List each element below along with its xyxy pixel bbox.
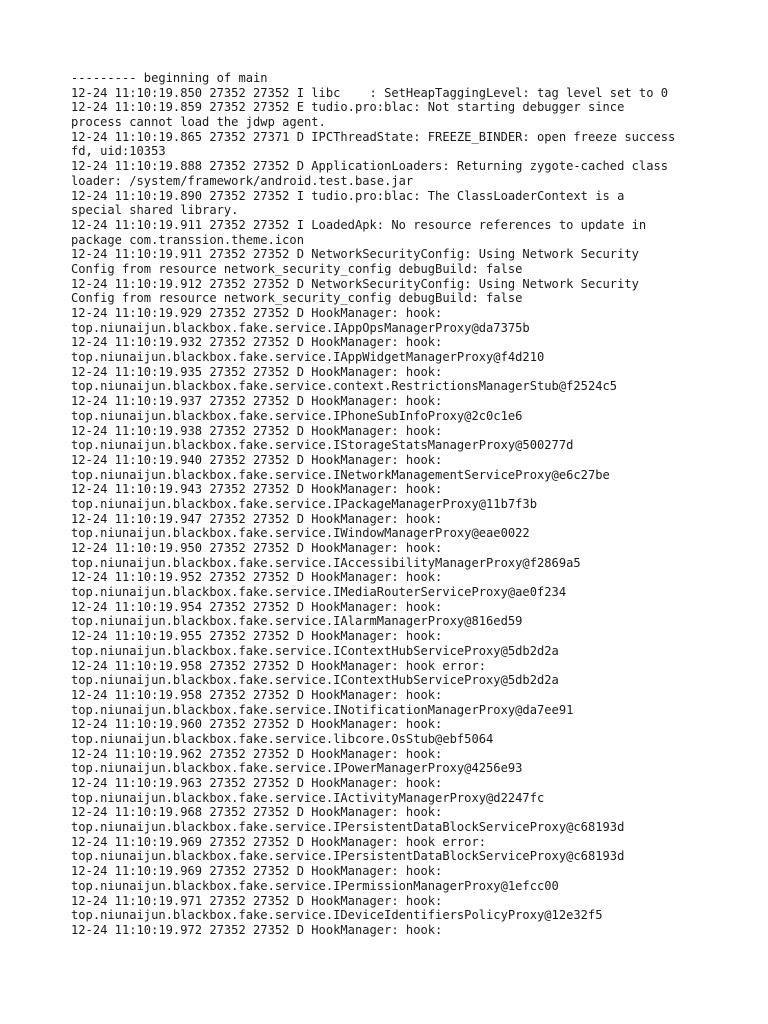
log-line: top.niunaijun.blackbox.fake.service.IAppOpsManagerProxy@da7375b — [71, 320, 530, 335]
log-line: 12-24 11:10:19.911 27352 27352 D NetworkSecurityConfig: Using Network Security — [71, 247, 639, 262]
log-line: top.niunaijun.blackbox.fake.service.IPermissionManagerProxy@1efcc00 — [71, 878, 559, 893]
log-line: 12-24 11:10:19.950 27352 27352 D HookManager: hook: — [71, 541, 443, 555]
log-line: 12-24 11:10:19.937 27352 27352 D HookManager: hook: — [71, 394, 443, 409]
log-line: top.niunaijun.blackbox.fake.service.IActivityManagerProxy@d2247fc — [71, 790, 545, 805]
log-line: top.niunaijun.blackbox.fake.service.INotificationManagerProxy@da7ee91 — [71, 702, 574, 717]
log-line: 12-24 11:10:19.912 27352 27352 D NetworkSecurityConfig: Using Network Security — [71, 276, 639, 291]
log-line: 12-24 11:10:19.969 27352 27352 D HookManager: hook error: — [71, 834, 487, 849]
log-line: 12-24 11:10:19.940 27352 27352 D HookManager: hook: — [71, 452, 443, 467]
log-line: top.niunaijun.blackbox.fake.service.IPackageManagerProxy@11b7f3b — [71, 496, 537, 511]
log-line: 12-24 11:10:19.859 27352 27352 E tudio.pro:blac: Not starting debugger since — [71, 100, 625, 115]
log-line: top.niunaijun.blackbox.fake.service.IMediaRouterServiceProxy@ae0f234 — [71, 585, 567, 600]
log-line: 12-24 11:10:19.932 27352 27352 D HookManager: hook: — [71, 335, 443, 350]
log-line: 12-24 11:10:19.947 27352 27352 D HookManager: hook: — [71, 511, 443, 526]
log-line: 12-24 11:10:19.971 27352 27352 D HookManager: hook: — [71, 893, 443, 908]
log-line: 12-24 11:10:19.960 27352 27352 D HookManager: hook: — [71, 717, 443, 732]
log-line: 12-24 11:10:19.963 27352 27352 D HookManager: hook: — [71, 776, 443, 790]
log-line: 12-24 11:10:19.911 27352 27352 I LoadedApk: No resource references to update in — [71, 217, 647, 232]
log-line: special shared library. — [71, 203, 239, 218]
log-line: 12-24 11:10:19.969 27352 27352 D HookManager: hook: — [71, 864, 443, 879]
log-line: 12-24 11:10:19.972 27352 27352 D HookManager: hook: — [71, 922, 443, 937]
log-line: fd, uid:10353 — [71, 144, 166, 159]
log-line: 12-24 11:10:19.888 27352 27352 D ApplicationLoaders: Returning zygote-cached class — [71, 159, 669, 174]
log-line: 12-24 11:10:19.968 27352 27352 D HookManager: hook: — [71, 805, 443, 820]
log-line: Config from resource network_security_config debugBuild: false — [71, 261, 523, 276]
log-line: top.niunaijun.blackbox.fake.service.context.RestrictionsManagerStub@f2524c5 — [71, 379, 618, 394]
log-line: top.niunaijun.blackbox.fake.service.IContextHubServiceProxy@5db2d2a — [71, 643, 559, 658]
log-line: --------- beginning of main — [71, 71, 268, 85]
log-line: top.niunaijun.blackbox.fake.service.IAccessibilityManagerProxy@f2869a5 — [71, 555, 581, 570]
log-line: 12-24 11:10:19.958 27352 27352 D HookManager: hook: — [71, 687, 443, 702]
log-line: 12-24 11:10:19.865 27352 27371 D IPCThreadState: FREEZE_BINDER: open freeze success — [71, 129, 676, 144]
log-line: top.niunaijun.blackbox.fake.service.IStorageStatsManagerProxy@500277d — [71, 438, 574, 453]
log-line: top.niunaijun.blackbox.fake.service.IAppWidgetManagerProxy@f4d210 — [71, 350, 545, 365]
log-line: top.niunaijun.blackbox.fake.service.IAlarmManagerProxy@816ed59 — [71, 614, 523, 629]
log-line: 12-24 11:10:19.955 27352 27352 D HookManager: hook: — [71, 629, 443, 644]
log-line: 12-24 11:10:19.935 27352 27352 D HookManager: hook: — [71, 364, 443, 379]
log-line: top.niunaijun.blackbox.fake.service.INetworkManagementServiceProxy@e6c27be — [71, 467, 610, 482]
log-line: loader: /system/framework/android.test.base.jar — [71, 173, 414, 188]
log-line: 12-24 11:10:19.890 27352 27352 I tudio.pro:blac: The ClassLoaderContext is a — [71, 188, 625, 203]
log-line: 12-24 11:10:19.958 27352 27352 D HookManager: hook error: — [71, 658, 487, 673]
log-line: package com.transsion.theme.icon — [71, 232, 304, 247]
log-line: top.niunaijun.blackbox.fake.service.IDeviceIdentifiersPolicyProxy@12e32f5 — [71, 908, 603, 923]
log-line: 12-24 11:10:19.938 27352 27352 D HookManager: hook: — [71, 423, 443, 438]
log-line: 12-24 11:10:19.943 27352 27352 D HookManager: hook: — [71, 482, 443, 497]
log-line: top.niunaijun.blackbox.fake.service.IPersistentDataBlockServiceProxy@c68193d — [71, 820, 625, 835]
log-line: top.niunaijun.blackbox.fake.service.IContextHubServiceProxy@5db2d2a — [71, 673, 559, 688]
log-line: 12-24 11:10:19.850 27352 27352 I libc : SetHeapTaggingLevel: tag level set to 0 — [71, 85, 669, 100]
log-line: Config from resource network_security_config debugBuild: false — [71, 291, 523, 306]
log-line: process cannot load the jdwp agent. — [71, 115, 326, 130]
log-line: 12-24 11:10:19.929 27352 27352 D HookManager: hook: — [71, 306, 443, 320]
log-line: 12-24 11:10:19.954 27352 27352 D HookManager: hook: — [71, 599, 443, 614]
log-line: top.niunaijun.blackbox.fake.service.IWindowManagerProxy@eae0022 — [71, 526, 530, 541]
log-line: 12-24 11:10:19.952 27352 27352 D HookManager: hook: — [71, 570, 443, 585]
log-line: top.niunaijun.blackbox.fake.service.IPhoneSubInfoProxy@2c0c1e6 — [71, 408, 523, 423]
log-document — [71, 71, 711, 938]
log-line: top.niunaijun.blackbox.fake.service.IPersistentDataBlockServiceProxy@c68193d — [71, 849, 625, 864]
log-line: 12-24 11:10:19.962 27352 27352 D HookManager: hook: — [71, 746, 443, 761]
log-line: top.niunaijun.blackbox.fake.service.IPowerManagerProxy@4256e93 — [71, 761, 523, 776]
log-line: top.niunaijun.blackbox.fake.service.libcore.OsStub@ebf5064 — [71, 731, 494, 746]
